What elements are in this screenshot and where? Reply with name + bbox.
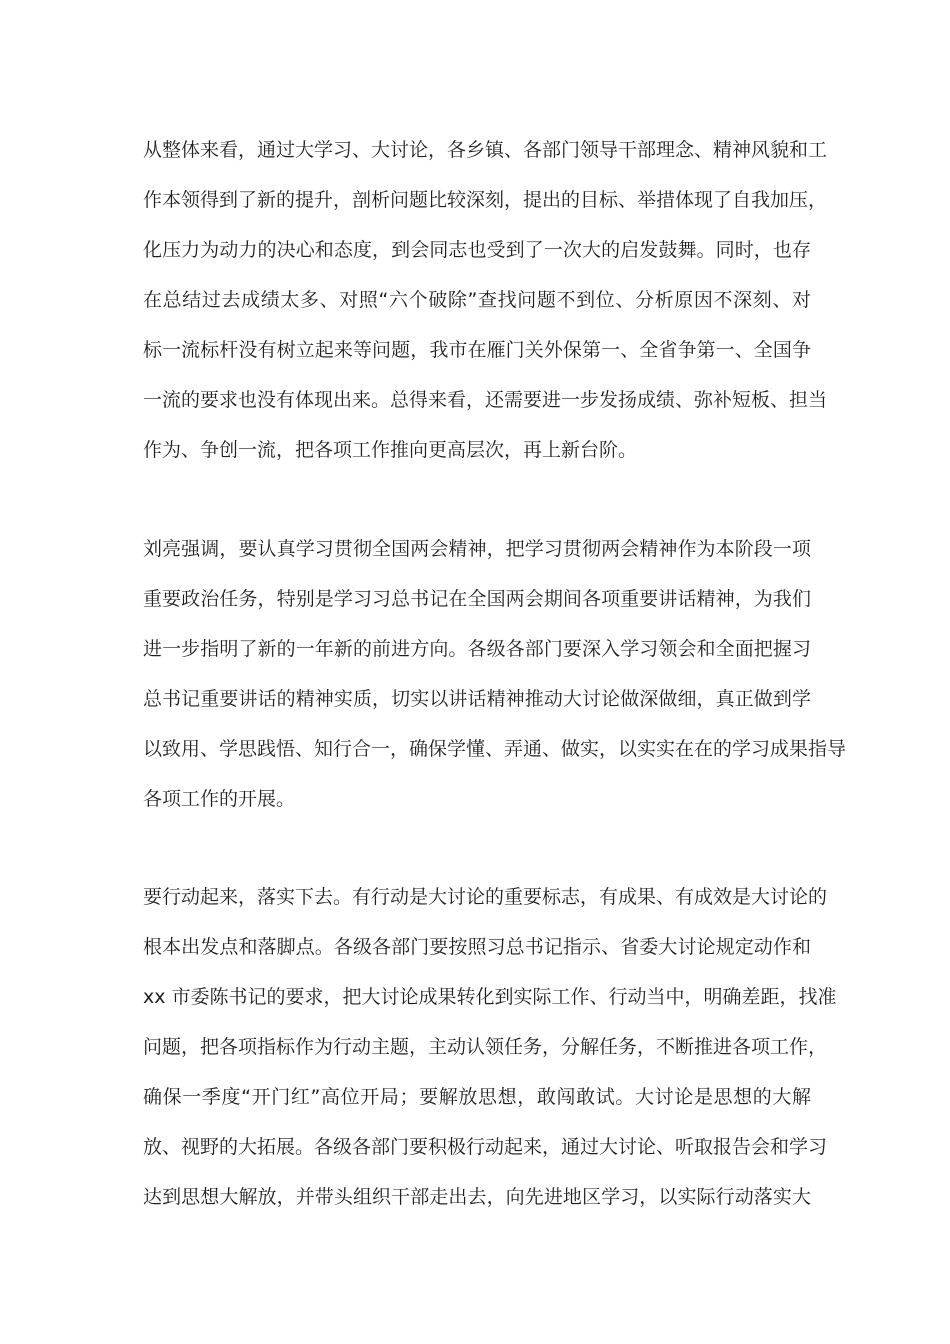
text-line: 达到思想大解放，并带头组织干部走出去，向先进地区学习，以实际行动落实大 xyxy=(143,1186,811,1208)
paragraph-study-two-sessions xyxy=(143,524,847,824)
text-line: 从整体来看，通过大学习、大讨论，各乡镇、各部门领导干部理念、精神风貌和工 xyxy=(143,139,828,161)
text-line: 总书记重要讲话的精神实质，切实以讲话精神推动大讨论做深做细，真正做到学 xyxy=(143,688,811,710)
text-line: 问题，把各项指标作为行动主题，主动认领任务，分解任务，不断推进各项工作， xyxy=(143,1036,828,1058)
text-line: 进一步指明了新的一年新的前进方向。各级各部门要深入学习领会和全面把握习 xyxy=(143,638,811,660)
text-line: 在总结过去成绩太多、对照“六个破除”查找问题不到位、分析原因不深刻、对 xyxy=(143,289,811,311)
text-line: 确保一季度“开门红”高位开局；要解放思想，敢闯敢试。大讨论是思想的大解 xyxy=(143,1086,811,1108)
text-line: 要行动起来，落实下去。有行动是大讨论的重要标志，有成果、有成效是大讨论的 xyxy=(143,886,828,908)
paragraph-overall-assessment xyxy=(143,125,828,475)
text-line: 作本领得到了新的提升，剖析问题比较深刻，提出的目标、举措体现了自我加压， xyxy=(143,189,828,211)
text-line: 以致用、学思践悟、知行合一，确保学懂、弄通、做实，以实实在在的学习成果指导 xyxy=(143,738,847,760)
text-line: 重要政治任务，特别是学习习总书记在全国两会期间各项重要讲话精神，为我们 xyxy=(143,588,811,610)
paragraph-take-action xyxy=(143,872,837,1222)
text-line: 各项工作的开展。 xyxy=(143,788,296,810)
text-line: 标一流标杆没有树立起来等问题，我市在雁门关外保第一、全省争第一、全国争 xyxy=(143,339,811,361)
text-line: 化压力为动力的决心和态度，到会同志也受到了一次大的启发鼓舞。同时，也存 xyxy=(143,239,811,261)
text-line: 一流的要求也没有体现出来。总得来看，还需要进一步发扬成绩、弥补短板、担当 xyxy=(143,389,828,411)
text-line: 放、视野的大拓展。各级各部门要积极行动起来，通过大讨论、听取报告会和学习 xyxy=(143,1136,828,1158)
text-line: 根本出发点和落脚点。各级各部门要按照习总书记指示、省委大讨论规定动作和 xyxy=(143,936,811,958)
text-line: 刘亮强调，要认真学习贯彻全国两会精神，把学习贯彻两会精神作为本阶段一项 xyxy=(143,538,811,560)
text-line: xx 市委陈书记的要求，把大讨论成果转化到实际工作、行动当中，明确差距，找准 xyxy=(143,986,837,1008)
text-line: 作为、争创一流，把各项工作推向更高层次，再上新台阶。 xyxy=(143,439,638,461)
